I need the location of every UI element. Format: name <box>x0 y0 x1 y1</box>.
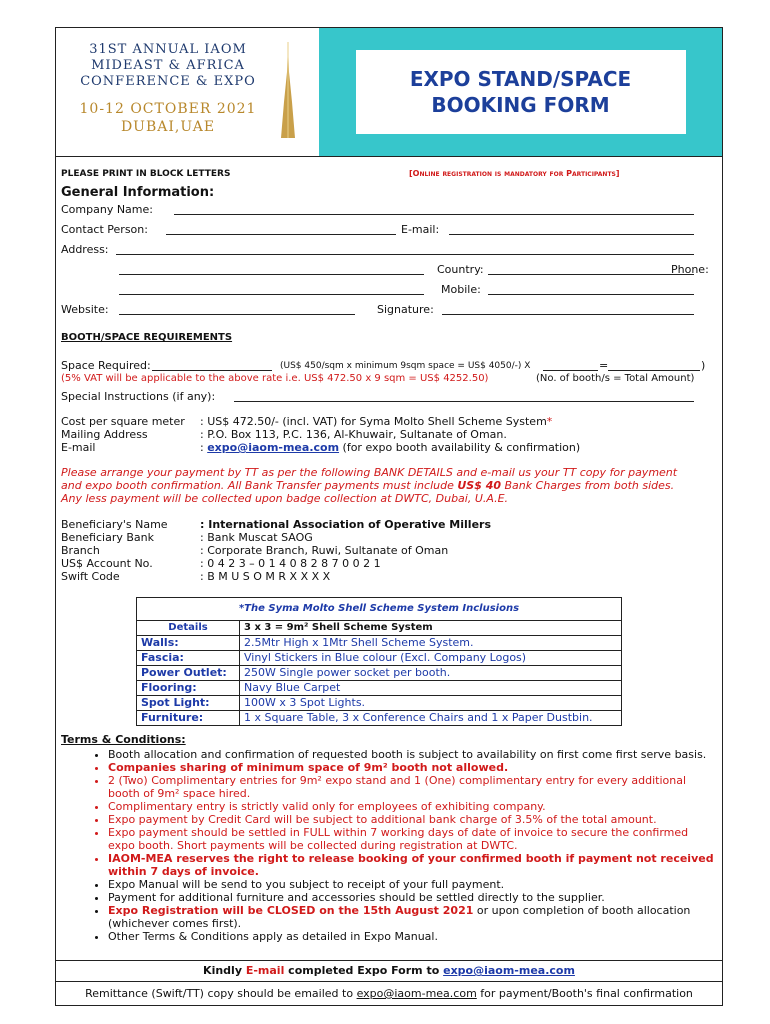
phone-label: Phone: <box>671 263 709 276</box>
inclusion-value: Navy Blue Carpet <box>240 681 622 696</box>
inclusion-label: Furniture: <box>137 711 240 726</box>
inclusion-row <box>137 666 622 681</box>
logo-line-2: MIDEAST & AFRICA <box>91 58 245 73</box>
bank-value: : B M U S O M R X X X X <box>200 570 331 583</box>
payment-line-1: Please arrange your payment by TT as per the following BANK DETAILS and e-mail us your TT copy for payment <box>61 466 678 479</box>
event-logo <box>56 28 319 156</box>
website-field[interactable] <box>119 314 355 315</box>
inclusions-title: *The Syma Molto Shell Scheme System Inclusions <box>137 598 622 621</box>
inclusion-label: Walls: <box>137 636 240 651</box>
terms-item-last: • Other Terms & Conditions apply as detailed in Expo Manual. <box>108 930 716 943</box>
company-label: Company Name: <box>61 203 153 216</box>
contact-field[interactable] <box>166 234 396 235</box>
logo-line-1: 31ST ANNUAL IAOM <box>89 42 247 57</box>
inclusions-table <box>136 597 622 726</box>
rate-text: (US$ 450/sqm x minimum 9sqm space = US$ 4050/-) X <box>280 361 531 371</box>
terms-item: • Expo Manual will be send to you subject to receipt of your full payment. <box>108 878 716 891</box>
company-field[interactable] <box>174 214 694 215</box>
equals-sign: = <box>599 359 609 372</box>
booth-count-field[interactable] <box>543 370 598 371</box>
mobile-field[interactable] <box>488 294 694 295</box>
email-contact-label: E-mail <box>61 441 96 454</box>
bank-label: Beneficiary's Name <box>61 518 168 531</box>
signature-label: Signature: <box>377 303 434 316</box>
payment-line-3: Any less payment will be collected upon badge collection at DWTC, Dubai, U.A.E. <box>61 492 509 505</box>
terms-section <box>61 733 716 943</box>
terms-item: • Complimentary entry is strictly valid only for employees of exhibiting company. <box>108 800 716 813</box>
logo-line-3: CONFERENCE & EXPO <box>80 74 256 89</box>
inclusion-label: Spot Light: <box>137 696 240 711</box>
space-required-label: Space Required: <box>61 359 151 372</box>
mobile-label: Mobile: <box>441 283 481 296</box>
bank-value: : Bank Muscat SAOG <box>200 531 313 544</box>
contact-label: Contact Person: <box>61 223 148 236</box>
address-field-3[interactable] <box>119 294 424 295</box>
footer-email-link[interactable]: expo@iaom-mea.com <box>443 964 575 977</box>
inclusion-row <box>137 681 622 696</box>
total-note: (No. of booth/s = Total Amount) <box>536 373 695 384</box>
total-amount-field[interactable] <box>608 370 700 371</box>
terms-item: • Companies sharing of minimum space of 9m² booth not allowed. <box>108 761 716 774</box>
inclusions-header-label: Details <box>137 621 240 636</box>
email-field[interactable] <box>449 234 694 235</box>
tower-icon <box>278 42 298 138</box>
address-field-1[interactable] <box>116 254 694 255</box>
remittance-row: Remittance (Swift/TT) copy should be emailed to expo@iaom-mea.com for payment/Booth's final confirmation <box>56 981 722 1005</box>
inclusion-value: Vinyl Stickers in Blue colour (Excl. Company Logos) <box>240 651 622 666</box>
email-contact-value: : expo@iaom-mea.com (for expo booth availability & confirmation) <box>200 441 581 454</box>
address-field-2[interactable] <box>119 274 424 275</box>
inclusion-value: 100W x 3 Spot Lights. <box>240 696 622 711</box>
inclusion-value: 250W Single power socket per booth. <box>240 666 622 681</box>
booth-heading: BOOTH/SPACE REQUIREMENTS <box>61 332 233 343</box>
mailing-label: Mailing Address <box>61 428 148 441</box>
inclusion-value: 2.5Mtr High x 1Mtr Shell Scheme System. <box>240 636 622 651</box>
booking-form <box>55 27 723 1006</box>
logo-dates: 10-12 OCTOBER 2021 <box>79 101 257 117</box>
bank-label: Branch <box>61 544 100 557</box>
terms-item: • Expo payment should be settled in FULL within 7 working days of date of invoice to secure the confirmed expo booth. Short payments will be collected during registration at DWTC. <box>108 826 716 852</box>
terms-item: • 2 (Two) Complimentary entries for 9m² expo stand and 1 (One) complimentary entry for every additional booth of 9m² space hired. <box>108 774 716 800</box>
inclusion-row <box>137 651 622 666</box>
inclusion-label: Fascia: <box>137 651 240 666</box>
inclusion-row <box>137 696 622 711</box>
website-label: Website: <box>61 303 109 316</box>
terms-heading: Terms & Conditions: <box>61 733 186 746</box>
vat-note: (5% VAT will be applicable to the above rate i.e. US$ 472.50 x 9 sqm = US$ 4252.50) <box>61 373 489 384</box>
bank-label: Beneficiary Bank <box>61 531 154 544</box>
country-field[interactable] <box>488 274 694 275</box>
expo-email-link[interactable]: expo@iaom-mea.com <box>207 441 340 454</box>
inclusion-row <box>137 636 622 651</box>
country-label: Country: <box>437 263 484 276</box>
kindly-email-row: Kindly E-mail completed Expo Form to expo@iaom-mea.com <box>56 960 722 981</box>
title-banner <box>319 28 722 156</box>
terms-item: • Payment for additional furniture and accessories should be settled directly to the supplier. <box>108 891 716 904</box>
terms-item-closing: • Expo Registration will be CLOSED on the 15th August 2021 or upon completion of booth allocation (whichever comes first). <box>108 904 716 930</box>
bank-value: : International Association of Operative Millers <box>200 518 492 531</box>
mailing-value: : P.O. Box 113, P.C. 136, Al-Khuwair, Sultanate of Oman. <box>200 428 507 441</box>
terms-item: • Booth allocation and confirmation of requested booth is subject to availability on first come first serve basis. <box>108 748 716 761</box>
print-note: PLEASE PRINT IN BLOCK LETTERS <box>61 169 231 179</box>
online-note: [Online registration is mandatory for Participants] <box>409 169 620 178</box>
form-title-line-2: BOOKING FORM <box>431 93 610 117</box>
form-title-line-1: EXPO STAND/SPACE <box>409 67 632 91</box>
inclusion-value: 1 x Square Table, 3 x Conference Chairs and 1 x Paper Dustbin. <box>240 711 622 726</box>
inclusion-row <box>137 711 622 726</box>
special-label: Special Instructions (if any): <box>61 390 216 403</box>
close-paren: ) <box>701 359 706 372</box>
address-label: Address: <box>61 243 109 256</box>
space-required-field[interactable] <box>152 370 272 371</box>
email-label: E-mail: <box>401 223 440 236</box>
special-field[interactable] <box>234 401 694 402</box>
terms-item: • Expo payment by Credit Card will be subject to additional bank charge of 3.5% of the total amount. <box>108 813 716 826</box>
inclusion-label: Power Outlet: <box>137 666 240 681</box>
payment-line-2: and expo booth confirmation. All Bank Transfer payments must include US$ 40 Bank Charges from both sides. <box>61 479 675 492</box>
bank-value: : Corporate Branch, Ruwi, Sultanate of Oman <box>200 544 449 557</box>
general-heading: General Information: <box>61 185 215 200</box>
cost-value: : US$ 472.50/- (incl. VAT) for Syma Molto Shell Scheme System* <box>200 415 553 428</box>
terms-item: • IAOM-MEA reserves the right to release booking of your confirmed booth if payment not received within 7 days of invoice. <box>108 852 716 878</box>
inclusion-label: Flooring: <box>137 681 240 696</box>
bank-label: US$ Account No. <box>61 557 153 570</box>
logo-city: DUBAI,UAE <box>120 119 216 135</box>
remit-email-link[interactable]: expo@iaom-mea.com <box>356 987 477 1000</box>
cost-label: Cost per square meter <box>61 415 185 428</box>
form-header <box>56 28 722 157</box>
signature-field[interactable] <box>442 314 694 315</box>
bank-label: Swift Code <box>61 570 120 583</box>
inclusions-header-value: 3 x 3 = 9m² Shell Scheme System <box>240 621 622 636</box>
bank-value: : 0 4 2 3 – 0 1 4 0 8 2 8 7 0 0 2 1 <box>200 557 381 570</box>
